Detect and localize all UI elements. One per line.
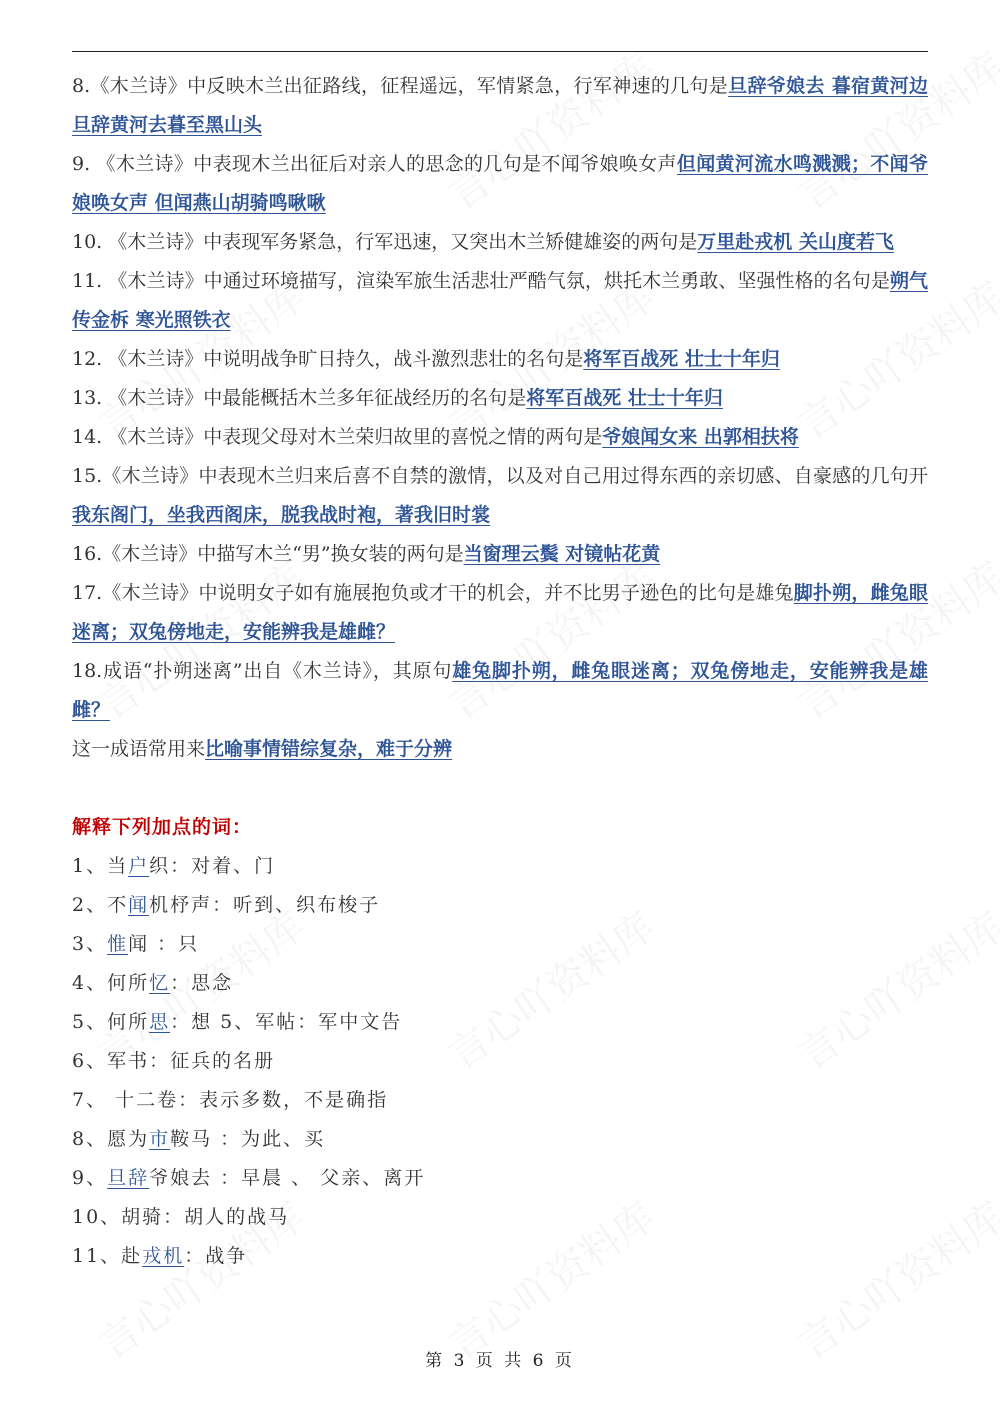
highlighted-word: 闻 — [128, 894, 150, 916]
definition-text: 机杼声：听到、织布梭子 — [149, 894, 381, 916]
definition-text: 爷娘去 ：早晨 、 父亲、离开 — [149, 1167, 426, 1189]
question-item — [72, 418, 928, 457]
definition-text: 5、何所 — [72, 1011, 150, 1033]
definition-text: 织：对着、门 — [149, 855, 276, 877]
question-answer: 脚扑朔，雌兔眼迷离；双兔傍地走，安能辨我是雄雌？ — [72, 582, 928, 643]
highlighted-word: 思 — [149, 1011, 171, 1033]
question-answer: 当窗理云鬓 对镜帖花黄 — [463, 543, 661, 565]
definition-text: 闻 ：只 — [128, 933, 200, 955]
question-item — [72, 535, 928, 574]
definition-text: 8、愿为 — [72, 1128, 150, 1150]
definition-text: 10、胡骑：胡人的战马 — [72, 1206, 290, 1228]
definition-item — [72, 1081, 928, 1120]
question-answer: 爷娘闻女来 出郭相扶将 — [602, 426, 799, 448]
question-answer: 雄兔脚扑朔，雌兔眼迷离；双兔傍地走，安能辨我是雄雌？ — [72, 660, 928, 721]
definition-item — [72, 1042, 928, 1081]
question-answer: 旦辞爷娘去 暮宿黄河边 旦辞黄河去暮至黑山头 — [72, 75, 928, 136]
definition-text: 4、何所 — [72, 972, 150, 994]
document-body — [72, 67, 928, 1276]
question-answer: 我东阁门，坐我西阁床，脱我战时袍，著我旧时裳 — [72, 504, 491, 526]
question-item — [72, 67, 928, 145]
definition-item — [72, 1003, 928, 1042]
question-answer: 比喻事情错综复杂，难于分辨 — [205, 738, 453, 760]
definition-item — [72, 925, 928, 964]
question-item — [72, 730, 928, 769]
question-answer: 将军百战死 壮士十年归 — [526, 387, 723, 409]
question-item — [72, 457, 928, 535]
page-footer: 第 3 页 共 6 页 — [425, 1351, 575, 1371]
definition-item — [72, 1198, 928, 1237]
highlighted-word: 戎机 — [142, 1245, 185, 1267]
definition-text: ：思念 — [170, 972, 234, 994]
definition-item — [72, 847, 928, 886]
definition-item — [72, 964, 928, 1003]
question-item — [72, 223, 928, 262]
question-text: 这一成语常用来 — [72, 738, 206, 760]
definition-text: ：想 5、军帖：军中文告 — [170, 1011, 403, 1033]
question-text: 10. 《木兰诗》中表现军务紧急，行军迅速，又突出木兰矫健雄姿的两句是 — [72, 231, 698, 253]
definition-text: 1、当 — [72, 855, 129, 877]
definition-text: 9、 — [72, 1167, 108, 1189]
question-answer: 朔气传金柝 寒光照铁衣 — [72, 270, 928, 331]
highlighted-word: 市 — [149, 1128, 171, 1150]
question-text: 12. 《木兰诗》中说明战争旷日持久，战斗激烈悲壮的名句是 — [72, 348, 584, 370]
definitions-heading: 解释下列加点的词： — [72, 816, 253, 838]
definition-text: 2、不 — [72, 894, 129, 916]
highlighted-word: 户 — [128, 855, 150, 877]
definition-text: 7、 十二卷：表示多数，不是确指 — [72, 1089, 389, 1111]
question-text: 14. 《木兰诗》中表现父母对木兰荣归故里的喜悦之情的两句是 — [72, 426, 603, 448]
question-answer: 将军百战死 壮士十年归 — [583, 348, 780, 370]
question-list — [72, 67, 928, 769]
definition-text: 3、 — [72, 933, 108, 955]
definition-item — [72, 1120, 928, 1159]
question-text: 16.《木兰诗》中描写木兰“男”换女装的两句是 — [72, 543, 464, 565]
definition-text: 11、赴 — [72, 1245, 143, 1267]
question-text: 15.《木兰诗》中表现木兰归来后喜不自禁的激情，以及对自己用过得东西的亲切感、自豪感的几句开 — [72, 465, 928, 487]
header-rule — [72, 51, 928, 52]
question-item — [72, 574, 928, 652]
definition-item — [72, 1159, 928, 1198]
highlighted-word: 旦辞 — [107, 1167, 150, 1189]
question-item — [72, 262, 928, 340]
question-text: 8.《木兰诗》中反映木兰出征路线，征程遥远，军情紧急，行军神速的几句是 — [72, 75, 729, 97]
question-text: 18.成语“扑朔迷离”出自《木兰诗》，其原句 — [72, 660, 453, 682]
question-text: 11. 《木兰诗》中通过环境描写，渲染军旅生活悲壮严酷气氛，烘托木兰勇敢、坚强性格的名句是 — [72, 270, 890, 292]
definition-text: ：战争 — [184, 1245, 248, 1267]
question-item — [72, 652, 928, 730]
question-text: 9. 《木兰诗》中表现木兰出征后对亲人的思念的几句是不闻爷娘唤女声 — [72, 153, 677, 175]
definition-text: 6、军书：征兵的名册 — [72, 1050, 276, 1072]
question-text: 13. 《木兰诗》中最能概括木兰多年征战经历的名句是 — [72, 387, 527, 409]
definition-item — [72, 1237, 928, 1276]
definition-list — [72, 847, 928, 1276]
question-item — [72, 379, 928, 418]
highlighted-word: 惟 — [107, 933, 129, 955]
highlighted-word: 忆 — [149, 972, 171, 994]
question-item — [72, 340, 928, 379]
question-item — [72, 145, 928, 223]
definition-text: 鞍马 ：为此、买 — [170, 1128, 326, 1150]
question-text: 17.《木兰诗》中说明女子如有施展抱负或才干的机会，并不比男子逊色的比句是雄兔 — [72, 582, 794, 604]
question-answer: 万里赴戎机 关山度若飞 — [697, 231, 894, 253]
question-answer: 但闻黄河流水鸣溅溅；不闻爷娘唤女声 但闻燕山胡骑鸣啾啾 — [72, 153, 928, 214]
definition-item — [72, 886, 928, 925]
